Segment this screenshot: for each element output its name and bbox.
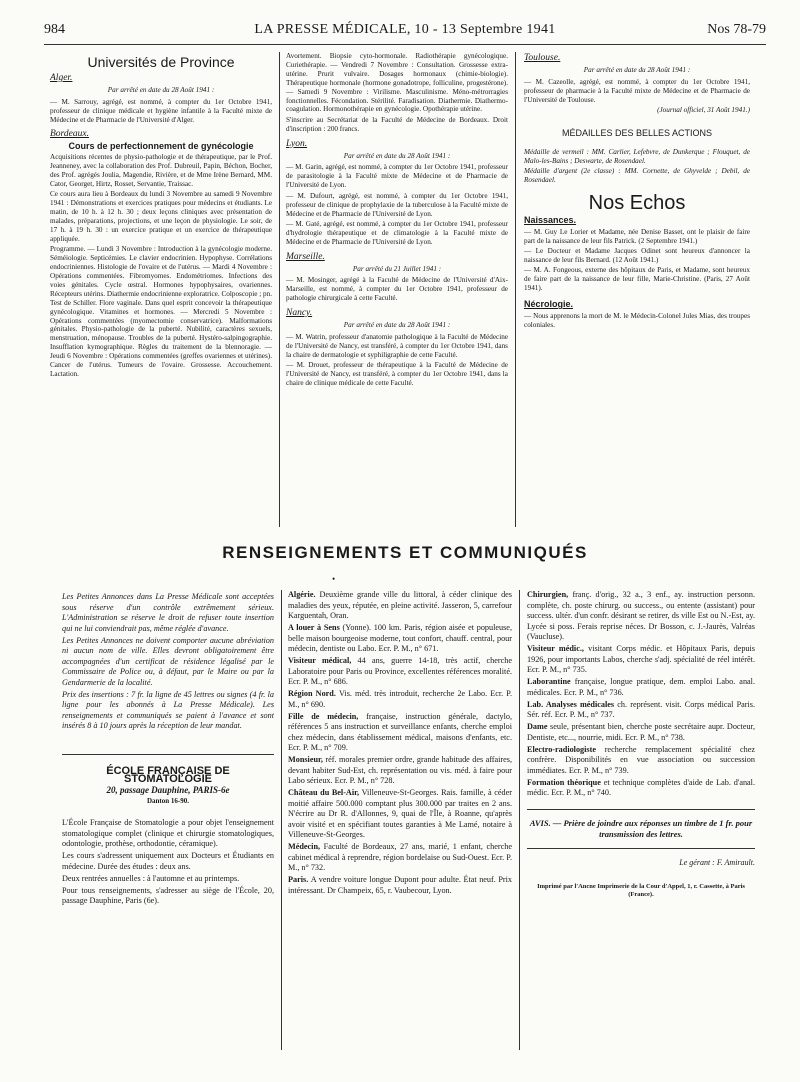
ad-heading: Visiteur médical, — [288, 656, 358, 665]
classified-ad — [527, 644, 755, 676]
ad-heading: Paris. — [288, 875, 311, 884]
echos-title: Nos Echos — [588, 191, 686, 214]
separator — [527, 809, 755, 810]
avis-notice: AVIS. — Prière de joindre aux réponses un timbre de 1 fr. pour transmission des lettres. — [529, 817, 753, 839]
gerant: Le gérant : F. Amirault. — [679, 857, 755, 867]
page-header — [44, 22, 766, 40]
annonces-rules-2: Les Petites Annonces ne doivent comporter aucune abréviation ni aucun nom de ville. Elles devront obligatoirement être accompagnées d'un certificat de résidence légalisé par le Commissaire de Police ou, à défaut, par le Maire ou par la Gendarmerie de la localité. — [62, 635, 274, 687]
ad-heading: Electro-radiologiste — [527, 744, 605, 754]
ad-heading: Laborantine — [527, 677, 575, 686]
ad-heading: Médecin, — [288, 842, 324, 851]
classified-ad — [288, 842, 512, 874]
lyon-date: Par arrêté en date du 28 Août 1941 : — [343, 151, 451, 160]
ad-text: française, longue pratique, dem. emploi Labo. anal. médicales. Ecr. P. M., n° 736. — [527, 677, 755, 697]
column-universites — [50, 56, 272, 380]
ad-heading: Lab. Analyses médicales — [527, 699, 618, 709]
column-universites-cont — [286, 52, 508, 389]
lyon-heading: Lyon. — [286, 138, 308, 149]
cours-schedule: Ce cours aura lieu à Bordeaux du lundi 3 Novembre au samedi 9 Novembre 1941 : Démonstrations et exercices pratiques pour médecins et étudiants. Le matin, de 10 h. à 12 h. 30 ; deux leçons cliniques avec présentation de malades, préparations, projections, et une leçon de physiologie. Le soir, de 17 h. à 19 h. 30 : un exercice pratique et un exercice de thérapeutique appliquée. — [50, 190, 272, 243]
nancy-text-2: — M. Drouet, professeur de thérapeutique à la Faculté de Médecine de l'Université de Nancy, est transféré, à compter du 1er Octobre 1941, dans la chaire de clinique médicale de cette Faculté. — [286, 361, 508, 387]
ad-text: française, instruction générale, dactylo, références 5 ans instruction et surveillance enfants, cherche emploi chez médecin, dans établissement médical, maisons d'enfants, etc. Ecr. P. M., n° 709. — [288, 711, 512, 752]
ad-heading: Dame — [527, 722, 551, 731]
ad-text: Faculté de Bordeaux, 27 ans, marié, 1 enfant, cherche cabinet médical à reprendre, région bordelaise ou Sud-Ouest. Ecr. P. M., n° 732. — [288, 842, 512, 872]
toulouse-heading: Toulouse. — [524, 53, 561, 63]
ad-text: franç. d'orig., 32 a., 3 enf., ay. instruction personn. complète, ch. poste chirurg. ou success., ou entente (assistant) pour success. ultér. d'un confr. désirant se retirer, ds ville Est ou N.-Est, ay. Lycée si poss. Ferais reprise néces. Dr Bosson, c. J.-Jaurès, Valréas (Vaucluse). — [527, 590, 755, 641]
classified-ad — [527, 722, 755, 743]
journal-officiel-source: (Journal officiel, 31 Août 1941.) — [657, 106, 750, 115]
bordeaux-heading: Bordeaux. — [50, 129, 89, 140]
ad-text: Vis. méd. très introduit, recherche 2e Labo. Ecr. P. M., n° 690. — [288, 689, 512, 709]
ad-text: Deuxième grande ville du littoral, à céder clinique des maladies des yeux, réputée, en pleine activité. Jasseron, 5, carrefour Karguentah, Oran. — [288, 590, 512, 620]
classified-ad — [288, 755, 512, 787]
ad-text: et technique complètes d'aide de Lab. d'anal. médic. Ecr. P. M., n° 740. — [527, 777, 756, 797]
stomatologie-title: ÉCOLE FRANÇAISE DE STOMATOLOGIE — [106, 764, 230, 786]
classified-ad — [288, 623, 512, 655]
stomatologie-p2: Les cours s'adressent uniquement aux Docteurs et Étudiants en médecine. Durée des études : deux ans. — [62, 851, 274, 871]
column-annonces — [62, 592, 274, 908]
column-toulouse-echos — [524, 52, 750, 331]
ad-heading: Chirurgien, — [527, 590, 573, 599]
column-ads-middle — [288, 590, 512, 898]
cours-inscription: S'inscrire au Secrétariat de la Faculté de Médecine de Bordeaux. Droit d'inscription : 200 francs. — [286, 115, 508, 133]
marseille-date: Par arrêté du 21 Juillet 1941 : — [352, 264, 442, 273]
column-divider — [515, 52, 516, 527]
naissances-heading: Naissances. — [524, 214, 577, 225]
separator — [527, 848, 755, 849]
classified-ad — [288, 875, 512, 896]
nancy-date: Par arrêté en date du 28 Août 1941 : — [343, 321, 451, 330]
ad-heading: Monsieur, — [288, 755, 326, 764]
classified-ad — [527, 590, 755, 643]
classified-ad — [288, 656, 512, 688]
ad-heading: Région Nord. — [288, 689, 340, 698]
ad-heading: Château du Bel-Air, — [288, 788, 362, 797]
ad-text: ch. représent. visit. Corps médical Paris. Sér. réf. Ecr. P. M., n° 737. — [527, 699, 755, 719]
section-title: Universités de Province — [87, 54, 235, 70]
ad-heading: Algérie. — [288, 590, 320, 599]
cours-programme: Programme. — Lundi 3 Novembre : Introduction à la gynécologie moderne. Séméiologie. Septicémies. Le clavier endocrinien. Hypophyse. Corrélations endocriniennes. Histologie de l'ovaire et de l'utérus. — Mardi 4 Novembre : Opérations commentées. Fibromyomes. Endométriomes. Infections des voies génitales. Cycle œstral. Hormones hypophysaires, ovariennes. Récepteurs utérins. Diathermie endocrinienne exploratrice. Colposcopie ; pn. Test de Schiller. Flore vaginale. Dans quel esprit concevoir la thérapeutique gynécologique. Vitamines et hormones. — Mercredi 5 Novembre : Opérations commentées (myomectomie conservatrice). Malformations génitales. Physio-pathologie de la puberté. Nubilité, caractères sexuels, menstruation, ménopause. Troubles de la puberté. Hystéro-salpingographie. Insufflation kymographique. Règles du traitement de la blennoragie. — Jeudi 6 Novembre : Opérations commentées (greffes ovariennes et utérines). Cancer de l'utérus. Tumeurs de l'ovaire. Grossesse. Accouchement. Lactation. — [50, 245, 272, 378]
classified-ad — [527, 745, 755, 777]
annonces-prix: Prix des insertions : 7 fr. la ligne de 45 lettres ou signes (4 fr. la ligne pour les abonnés à La Presse Médicale). Les renseignements et communiqués se paient à l'avance et sont insérés 8 à 10 jours après la réception de leur mandat. — [62, 689, 274, 730]
cours-title: Cours de perfectionnement de gynécologie — [68, 141, 254, 152]
stomatologie-p3: Deux rentrées annuelles : à l'automne et au printemps. — [62, 873, 240, 883]
classified-ad — [288, 788, 512, 841]
ad-text: réf. morales premier ordre, grande habitude des affaires, devant habiter Sud-Est, ch. représentation ou vis. méd. à faire pour Labo sérieux. Ecr. P. M., n° 728. — [288, 755, 513, 785]
classified-ad — [288, 590, 512, 622]
classified-ad — [527, 677, 755, 698]
cours-programme-cont: Avortement. Biopsie cyto-hormonale. Radiothérapie gynécologique. Curiethérapie. — Vendredi 7 Novembre : Consultation. Grossesse extra-utérine. Prurit vulvaire. Dosages hormonaux (chimie-biologie). Thérapeutique hormonale (hormone gonadotrope, folliculine, progestérone). — Samedi 9 Novembre : Virilisme. Masculinisme. Méno-métrorragies fonctionnelles. Fécondation. Stérilité. Faradisation. Diathermie. Diathermo-coagulation. Hormonothérapie en gynécologie. Opothérapie utérine. — [286, 52, 508, 114]
classified-ad — [527, 700, 755, 721]
ad-heading: Formation théorique — [527, 777, 604, 787]
column-divider — [281, 590, 282, 1050]
toulouse-date: Par arrêté en date du 28 Août 1941 : — [583, 65, 691, 74]
ad-text: seule, présentant bien, cherche poste secrétaire aupr. Docteur, Dentiste, etc..., nourrie, midi. Ecr. P. M., n° 738. — [527, 722, 755, 742]
naissance-2: — Le Docteur et Madame Jacques Odinet sont heureux d'annoncer la naissance de leur fils Bernard. (12 Août 1941.) — [524, 247, 750, 264]
column-ads-right — [527, 590, 755, 899]
separator — [62, 754, 274, 755]
stomatologie-p1: L'École Française de Stomatologie a pour objet l'enseignement stomatologique complet (clinique et chirurgie stomatologiques, odontologie, prothèse, orthodontie, céramique). — [62, 818, 274, 849]
annonces-rules-1: Les Petites Annonces dans La Presse Médicale sont acceptées sous réserve d'un contrôle extrêmement sérieux. L'Administration se réserve le droit de refuser toute insertion qui ne lui conviendrait pas, même réglée d'avance. — [62, 592, 274, 633]
ad-text: A vendre voiture longue Dupont pour adulte. État neuf. Prix intéressant. Dr Champeix, 65, r. Vaubecour, Lyon. — [288, 875, 512, 895]
alger-text: — M. Sarrouy, agrégé, est nommé, à compter du 1er Octobre 1941, professeur de clinique médicale et hygiène infantile à la Faculté mixte de Médecine et de Pharmacie de l'Université d'Alger. — [50, 97, 272, 124]
ad-text: 44 ans, guerre 14-18, très actif, cherche Laboratoire pour Paris ou Province, excellentes références moralité. Ecr. P. M., n° 686. — [288, 656, 512, 686]
ads-list-middle — [288, 590, 512, 896]
classified-ad — [288, 712, 512, 754]
lyon-text-1: — M. Garin, agrégé, est nommé, à compter du 1er Octobre 1941, professeur de parasitologie à la Faculté mixte de Médecine et de Pharmacie de l'Université de Lyon. — [286, 163, 508, 190]
lyon-text-2: — M. Dufourt, agrégé, est nommé, à compter du 1er Octobre 1941, professeur de clinique de prophylaxie de la tuberculose à la Faculté mixte de Médecine et de Pharmacie de l'Université de Lyon. — [286, 191, 508, 218]
medailles-title: MÉDAILLES DES BELLES ACTIONS — [561, 127, 713, 138]
naissance-3: — M. A. Fongeous, externe des hôpitaux de Paris, et Madame, sont heureux de faire part de la naissance de leur fille, Marie-Christine. (Paris, 27 Août 1941). — [524, 266, 750, 293]
ad-text: visitant Corps médic. et Hôpitaux Paris, depuis 1926, pour importants Labos, cherche s'adj. spécialité de réel intérêt. Ecr. P. M., n° 735. — [527, 644, 755, 674]
ad-heading: Fille de médecin, — [288, 711, 367, 721]
issue-number: Nos 78-79 — [707, 22, 766, 37]
medaille-argent: Médaille d'argent (2e classe) : MM. Cornette, de Ghyvelde ; Debil, de Rosendael. — [524, 167, 750, 185]
nancy-heading: Nancy. — [286, 308, 313, 319]
marseille-heading: Marseille. — [286, 251, 325, 262]
cours-intro: Acquisitions récentes de physio-pathologie et de thérapeutique, par le Prof. Jeanneney, avec la collaboration des Prof. Dubreuil, Papin, Béchon, Bocher, des Prof. agrégés Joulia, Magendie, Rivière, et de Mme Irène Bernard, MM. Cator, Georget, Hirtz, Rosset, Servantie, Traissac. — [50, 153, 272, 188]
imprimeur: Imprimé par l'Ancne Imprimerie de la Cour d'Appel, 1, r. Cassette, à Paris (France). — [537, 883, 745, 899]
ads-list-right — [527, 590, 755, 799]
column-divider — [279, 52, 280, 527]
ad-text: Villeneuve-St-Georges. Rais. famille, à céder moitié affaire 500.000 comptant plus 300.000 par traites en 2 ans. N'écrire au Dr R. d'Allonnes, 9, quai de l'Île, à Roanne, qu'après avoir visité et en spécifiant toutes garanties à Me Lamé, notaire à Villeneuve-St-Georges. — [288, 788, 512, 839]
naissance-1: — M. Guy Le Lorier et Madame, née Denise Basset, ont le plaisir de faire part de la naissance de leur fils Patrick. (2 Septembre 1941.) — [524, 227, 750, 245]
necrologie-1: — Nous apprenons la mort de M. le Médecin-Colonel Jules Mias, des troupes coloniales. — [524, 312, 750, 329]
alger-date: Par arrêté en date du 28 Août 1941 : — [107, 85, 215, 94]
toulouse-text: — M. Cazeolle, agrégé, est nommé, à compter du 1er Octobre 1941, professeur de pharmacie à la Faculté mixte de Médecine et de Pharmacie de l'Université de Toulouse. — [524, 77, 750, 104]
column-divider — [519, 590, 520, 1050]
classified-ad — [527, 778, 755, 799]
stomatologie-tel: Danton 16-90. — [146, 797, 189, 806]
medaille-vermeil: Médaille de vermeil : MM. Carlier, Lefebvre, de Dunkerque ; Flouquet, de Malo-les-Bains ; Deswarte, de Rosendael. — [524, 147, 750, 165]
nancy-text-1: — M. Watrin, professeur d'anatomie pathologique à la Faculté de Médecine de l'Université de Nancy, est transféré, à compter du 1er Octobre 1941, dans la chaire de dermatologie et syphiligraphie de cette Faculté. — [286, 332, 508, 359]
ad-text: recherche remplacement spécialité chez confrère. Disponibilités en vue association ou succession immédiates. Ecr. P. M., n° 739. — [527, 744, 755, 775]
marseille-text: — M. Mosinger, agrégé à la Faculté de Médecine de l'Université d'Aix-Marseille, est nommé, à compter du 1er Octobre 1941, professeur de pathologie chirurgicale à cette Faculté. — [286, 276, 508, 303]
journal-title: LA PRESSE MÉDICALE, 10 - 13 Septembre 1941 — [254, 22, 556, 37]
ornament: • — [332, 574, 336, 584]
necrologie-heading: Nécrologie. — [524, 299, 574, 310]
ad-heading: Visiteur médic., — [527, 644, 589, 653]
page-number: 984 — [44, 22, 65, 37]
stomatologie-address: 20, passage Dauphine, PARIS-6e — [106, 785, 230, 796]
stomatologie-p4: Pour tous renseignements, s'adresser au siège de l'École, 20, passage Dauphine, Paris (6e). — [62, 885, 274, 906]
classified-ad — [288, 689, 512, 710]
lyon-text-3: — M. Gaté, agrégé, est nommé, à compter du 1er Octobre 1941, professeur d'hydrologie thérapeutique et de climatologie à la Faculté mixte de Médecine et de Pharmacie de l'Université de Lyon. — [286, 219, 508, 246]
renseignements-banner: RENSEIGNEMENTS ET COMMUNIQUÉS — [222, 543, 588, 562]
ad-text: (Yonne). 100 km. Paris, région aisée et populeuse, belle maison bourgeoise moderne, tout confort, chauff. central, pour médecin, dentiste ou Labo. Ecr. P. M., n° 671. — [288, 623, 512, 653]
ad-heading: A louer à Sens — [288, 623, 343, 632]
alger-heading: Alger. — [50, 72, 73, 83]
header-rule — [44, 44, 766, 45]
